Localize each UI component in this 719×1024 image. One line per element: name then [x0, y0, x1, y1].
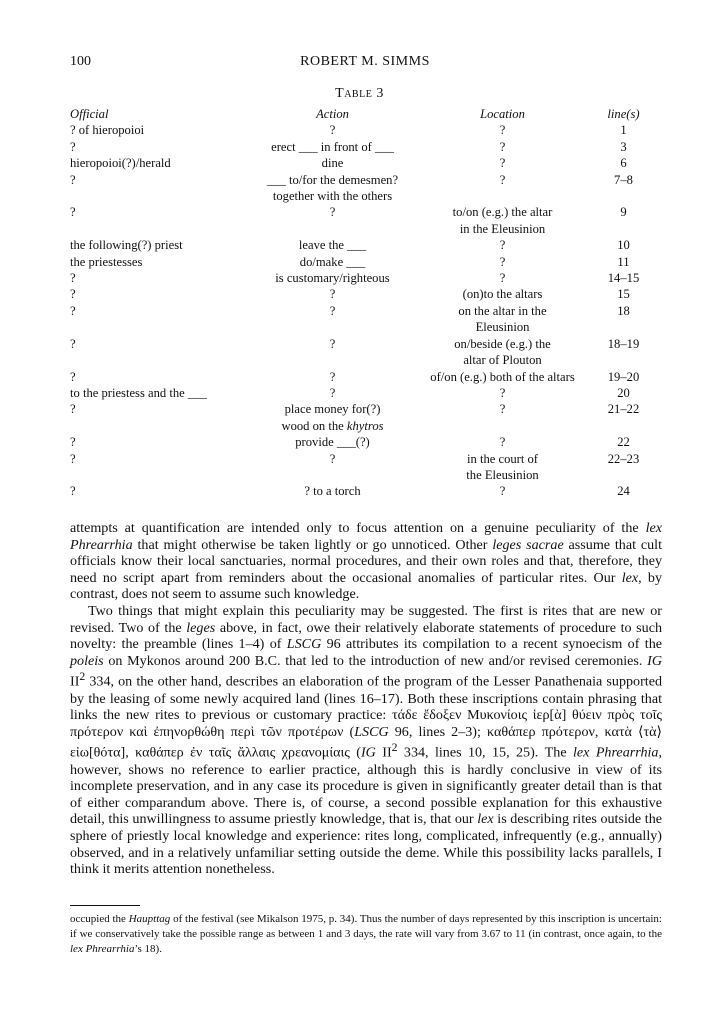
text-run-italic: lex Phrearrhia [573, 745, 659, 762]
cell-location: to/on (e.g.) the altar in the Eleusinion [452, 205, 553, 236]
cell-location: ? [499, 385, 506, 400]
text-run: is describing rites outside the sphere of priestly local knowledge and experience: rites long, complicated, infrequently (e.g., annually) observed, and in a relatively unfamiliar setting outside the deme. While this possibility lacks parallels, I think it merits attention nonetheless. [70, 811, 663, 878]
cell-lines: 6 [620, 156, 627, 171]
text-run-italic: lex Phrearrhia [70, 943, 135, 955]
cell-lines: 19–20 [607, 369, 640, 384]
table-body [70, 122, 662, 499]
cell-location: (on)to the altars [462, 287, 543, 302]
cell-location: ? [499, 484, 506, 499]
text-run-italic: Haupttag [128, 913, 171, 925]
paragraph-2 [70, 603, 662, 878]
cell-lines: 18 [617, 303, 630, 318]
cell-action: ? [329, 451, 336, 466]
text-run-italic: LSCG [354, 723, 389, 740]
cell-location: ? [499, 172, 506, 187]
header-location: Location [480, 107, 525, 121]
table-row [70, 122, 662, 138]
text-run: assume that cult officials know their local sanctuaries, normal procedures, and their own roles and that, therefore, they need no script apart from reminders about the occasional anomalies of particular rites. Our [70, 536, 662, 586]
text-run: attempts at quantification are intended only to focus attention on a genuine peculiarity of the [70, 520, 646, 536]
text-run: II [70, 674, 80, 691]
text-run: II [375, 745, 392, 762]
text-run-italic: IG [647, 652, 662, 669]
cell-official: ? [70, 451, 76, 466]
text-run: 96 attributes its compilation to a recent synoecism of the [321, 636, 662, 653]
cell-official: ? [70, 303, 76, 318]
text-run: ’s 18). [134, 943, 162, 955]
table-row [70, 434, 662, 450]
cell-location: of/on (e.g.) both of the altars [430, 369, 575, 384]
table-row [70, 483, 662, 499]
text-run: that might otherwise be taken lightly or go unnoticed. Other [132, 536, 493, 553]
table-title: Table 3 [335, 86, 384, 101]
cell-action: place money for(?) wood on the khytros [281, 402, 384, 433]
cell-lines: 18–19 [607, 336, 640, 351]
text-run-italic: lex Phrearrhia [70, 520, 662, 553]
text-run: 334, on the other hand, describes an elaboration of the program of the Lesser Panathenaia supported by the leasing of some newly acquired land (lines 16–17). Both these inscriptions contain phrasing that links the new rites to previous or customary practice: τάδε ἔδοξεν Μυκονίοις ἱερ[ὰ] θύειν πρὸς τοῖς πρότερον καὶ ἐπηνορθώθη περὶ τῶν προτέρων ( [70, 674, 662, 740]
cell-action: is customary/righteous [275, 271, 390, 286]
cell-official: ? [70, 172, 76, 187]
cell-lines: 15 [617, 287, 630, 302]
cell-location: ? [499, 139, 506, 154]
table-row [70, 204, 662, 237]
cell-action: provide ___(?) [295, 435, 370, 450]
table-row [70, 451, 662, 484]
table-row [70, 385, 662, 401]
cell-official: ? [70, 402, 76, 417]
cell-official: ? [70, 271, 76, 286]
table-row [70, 270, 662, 286]
cell-location: ? [499, 254, 506, 269]
cell-lines: 7–8 [614, 172, 633, 187]
text-run-italic: khytros [346, 418, 384, 433]
cell-action: ? [329, 303, 336, 318]
cell-lines: 11 [617, 254, 630, 269]
text-run: above, in fact, owe their relatively elaborate statements of procedure to such novelty: the preamble (lines 1–4) of [70, 619, 662, 653]
text-run: , however, shows no reference to earlier practice, although this is hardly conclusive in view of its incomplete preservation, and in any case its procedure is given in significantly greater detail than is that of either comparandum above. There is, of course, a second possible explanation for this exhaustive detail, this unwillingness to assume priestly knowledge, that is, that our [70, 745, 662, 828]
cell-location: ? [499, 271, 506, 286]
text-run: 334, lines 10, 15, 25). The [397, 745, 573, 762]
text-run-italic: poleis [70, 652, 104, 669]
text-run-italic: IG [360, 745, 376, 762]
cell-action: ___ to/for the demesmen? together with the others [266, 172, 399, 204]
cell-official: ? [70, 205, 76, 220]
cell-official: to the priestess and the ___ [70, 385, 207, 400]
cell-lines: 24 [617, 484, 630, 499]
text-run: 96, lines 2–3); καθάπερ πρότερον, κατὰ ⟨τὰ⟩ εἰω[θότα], καθάπερ ἐν ταῖς ἄλλαις χρεανομίαις ( [70, 723, 662, 762]
cell-location: ? [499, 238, 506, 253]
superscript: 2 [79, 670, 86, 684]
cell-action: leave the ___ [298, 238, 367, 253]
table-row [70, 303, 662, 336]
text-run-italic: leges [186, 619, 216, 636]
table-row [70, 139, 662, 155]
cell-action: ? [329, 369, 336, 384]
cell-location: on the altar in the Eleusinion [458, 303, 547, 335]
text-run: of the festival (see Mikalson 1975, p. 34). Thus the number of days represented by this inscription is uncertain: if we conservatively take the possible range as between 1 and 3 days, the rate will vary from 3.67 to 11 (in contrast, once again, to the [70, 913, 662, 940]
header-official: Official [70, 107, 109, 121]
cell-action: ? [329, 385, 336, 400]
header-lines: line(s) [607, 107, 640, 121]
table-row [70, 369, 662, 385]
table-row [70, 401, 662, 434]
cell-location: ? [499, 123, 506, 138]
footnote-rule [70, 905, 140, 906]
text-run-italic: lex [477, 811, 494, 828]
cell-lines: 20 [617, 385, 630, 400]
cell-location: ? [499, 156, 506, 171]
cell-lines: 22–23 [607, 451, 640, 466]
text-run-italic: lex [621, 569, 639, 586]
body-text [70, 520, 662, 878]
cell-location: ? [499, 402, 506, 417]
superscript: 2 [391, 741, 398, 755]
cell-lines: 21–22 [607, 402, 640, 417]
text-run: on Mykonos around 200 B.C. that led to the introduction of new and/or revised ceremonies. [103, 652, 648, 669]
running-header [70, 54, 660, 74]
cell-lines: 1 [620, 123, 627, 138]
text-run-italic: LSCG [286, 636, 322, 653]
cell-action: do/make ___ [299, 254, 366, 269]
table-row [70, 254, 662, 270]
table-header-row [70, 106, 662, 122]
cell-location: in the court of the Eleusinion [466, 451, 539, 482]
cell-action: ? [329, 287, 336, 302]
cell-lines: 22 [617, 435, 630, 450]
table-row [70, 336, 662, 369]
cell-official: ? [70, 484, 76, 499]
page-number: 100 [70, 54, 91, 69]
cell-lines: 14–15 [607, 271, 640, 286]
cell-action: erect ___ in front of ___ [271, 139, 394, 154]
cell-action: ? [329, 123, 336, 138]
running-header-author: ROBERT M. SIMMS [300, 54, 430, 69]
table-row [70, 155, 662, 171]
cell-lines: 3 [620, 139, 627, 154]
cell-official: ? [70, 287, 76, 302]
table-row [70, 286, 662, 302]
text-run-italic: leges sacrae [492, 536, 564, 553]
cell-location: on/beside (e.g.) the altar of Plouton [454, 336, 551, 368]
cell-action: dine [321, 156, 344, 171]
table-row [70, 172, 662, 205]
cell-official: hieropoioi(?)/herald [70, 156, 171, 171]
header-action: Action [316, 107, 349, 121]
cell-official: ? of hieropoioi [70, 123, 145, 138]
cell-action: ? [329, 205, 336, 220]
text-run: occupied the [70, 913, 129, 925]
cell-action: ? to a torch [304, 484, 361, 499]
text-run: Two things that might explain this peculiarity may be suggested. The first is rites that are new or revised. Two of the [70, 602, 662, 636]
cell-location: ? [499, 435, 506, 450]
cell-official: ? [70, 435, 76, 450]
paragraph-1 [70, 520, 662, 603]
cell-official: ? [70, 336, 76, 351]
footnote [70, 912, 662, 957]
cell-lines: 10 [617, 238, 630, 253]
table-row [70, 237, 662, 253]
cell-action: ? [329, 336, 336, 351]
text-run: , by contrast, does not seem to assume such knowledge. [70, 569, 662, 603]
cell-official: ? [70, 369, 76, 384]
cell-official: the priestesses [70, 254, 143, 269]
cell-lines: 9 [620, 205, 627, 220]
data-table [70, 106, 662, 500]
cell-official: ? [70, 139, 76, 154]
cell-official: the following(?) priest [70, 238, 183, 253]
